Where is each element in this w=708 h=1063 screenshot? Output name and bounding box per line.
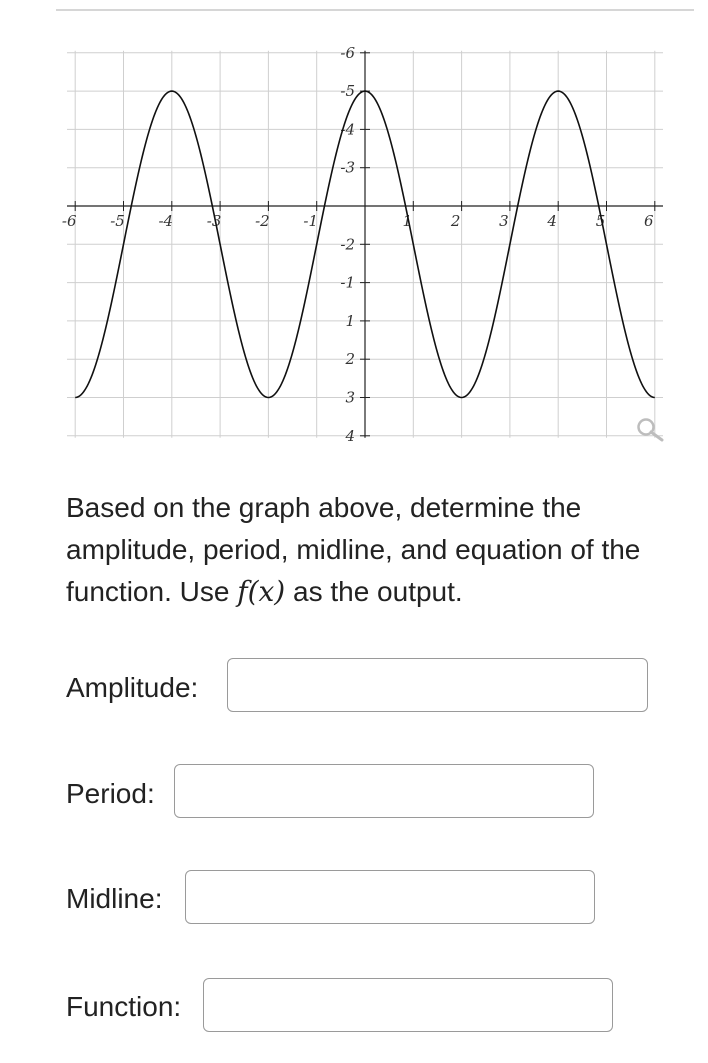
y-tick-label: -5: [340, 82, 355, 101]
y-tick-label: 3: [345, 388, 355, 407]
x-tick-label: 4: [547, 212, 557, 230]
midline-label: Midline:: [66, 883, 163, 914]
y-tick-label: 4: [345, 426, 355, 445]
y-tick-label: -2: [340, 235, 355, 254]
x-tick-label: 2: [450, 212, 461, 230]
y-tick-label: -1: [340, 273, 355, 292]
y-tick-label: -3: [340, 158, 355, 177]
x-tick-label: -3: [206, 212, 222, 230]
x-tick-label: -6: [61, 212, 77, 230]
sine-graph: [0, 0, 708, 450]
x-tick-label: -1: [303, 212, 319, 230]
question-text-after: as the output.: [285, 576, 463, 607]
question-math: f(x): [237, 575, 286, 608]
function-label: Function:: [66, 991, 182, 1022]
question-text: [66, 487, 686, 613]
amplitude-input[interactable]: [227, 658, 648, 712]
midline-input[interactable]: [185, 870, 595, 924]
function-input[interactable]: [203, 978, 613, 1032]
x-tick-label: 3: [499, 212, 509, 230]
magnifier-icon[interactable]: [639, 420, 663, 441]
x-tick-label: 6: [644, 212, 654, 230]
x-tick-label: 5: [595, 212, 606, 230]
amplitude-label: Amplitude:: [66, 672, 199, 703]
period-input[interactable]: [174, 764, 594, 818]
y-tick-label: -4: [340, 120, 355, 139]
x-tick-label: -2: [255, 212, 270, 230]
x-tick-label: 1: [402, 212, 413, 230]
x-tick-label: -5: [110, 212, 125, 230]
y-tick-label: 1: [345, 311, 355, 330]
y-tick-label: -6: [340, 43, 355, 62]
question-text-before: Based on the graph above, determine the amplitude, period, midline, and equation of the function. Use: [66, 492, 641, 607]
y-tick-label: 2: [345, 350, 355, 369]
x-tick-label: -4: [158, 212, 174, 230]
period-label: Period:: [66, 778, 155, 809]
